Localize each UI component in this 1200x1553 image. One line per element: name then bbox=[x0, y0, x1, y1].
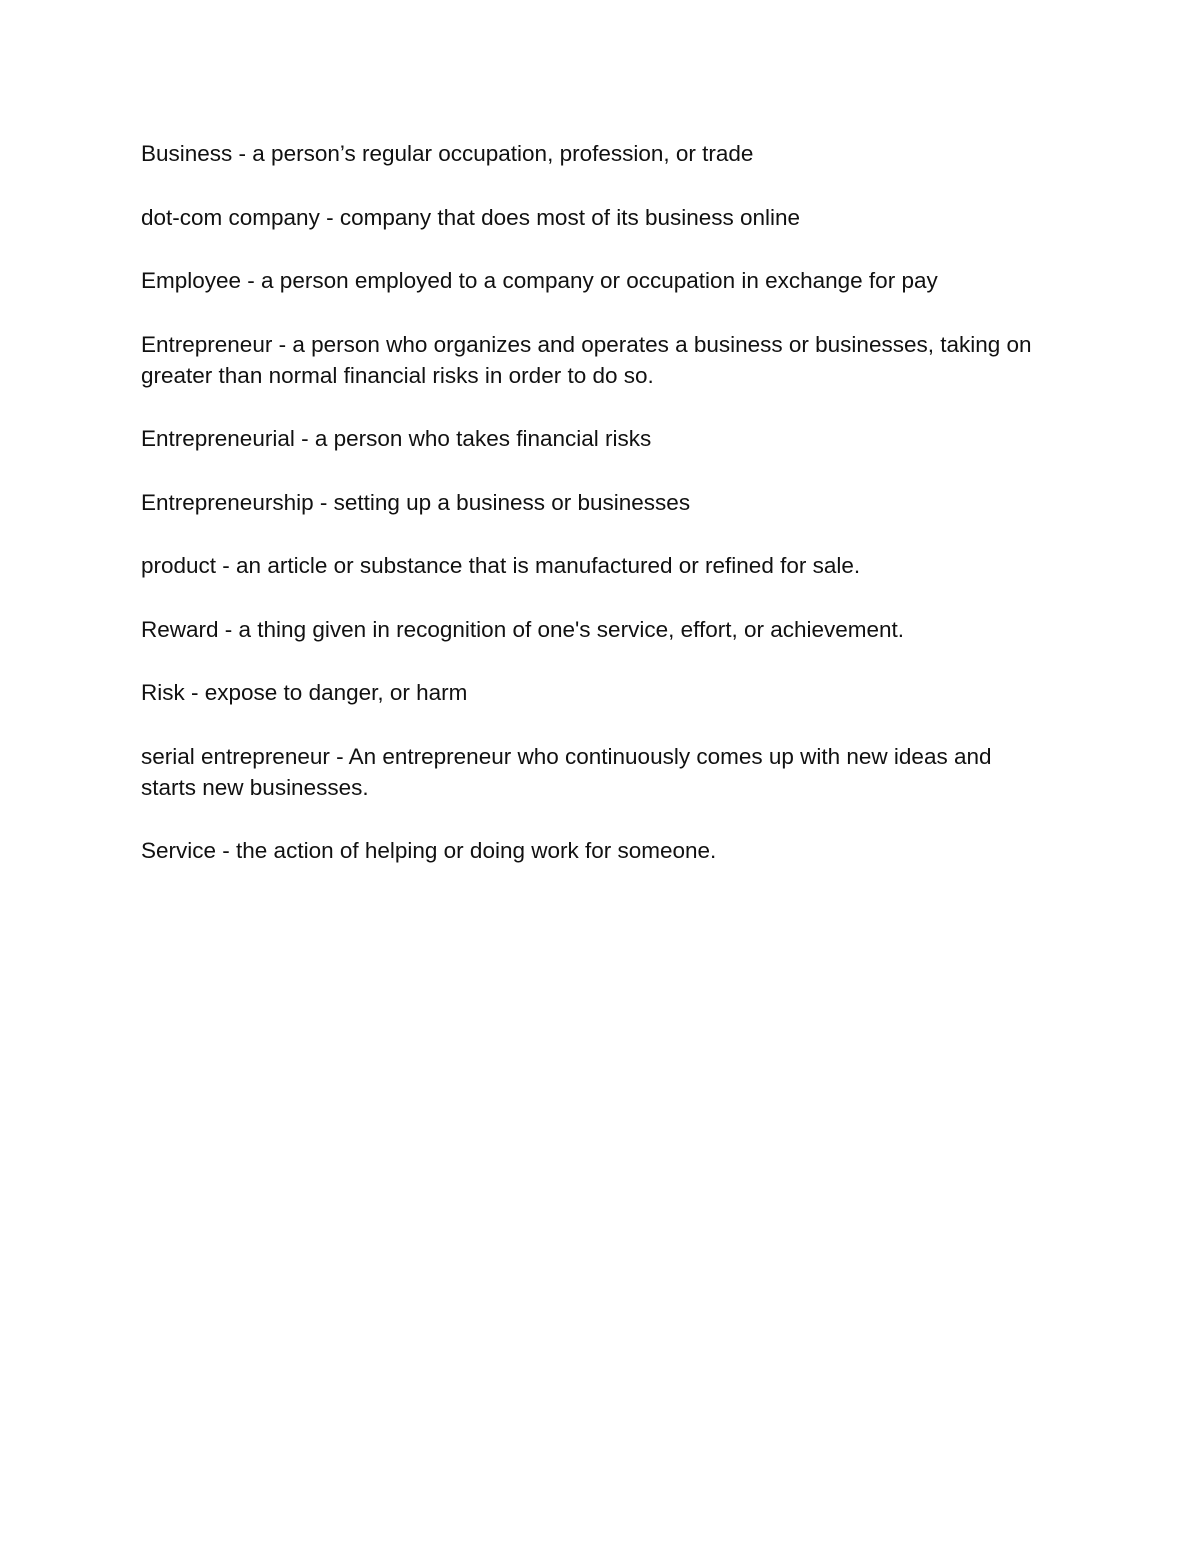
glossary-text: Entrepreneurial - a person who takes financial risks bbox=[141, 426, 652, 451]
glossary-text: Entrepreneur - a person who organizes and operates a business or businesses, taking on greater than normal financial risks in order to do so. bbox=[141, 331, 1032, 388]
glossary-text: Risk - expose to danger, or harm bbox=[141, 680, 468, 705]
glossary-entry-service bbox=[141, 835, 1041, 866]
glossary-entry-entrepreneur bbox=[141, 329, 1041, 391]
glossary-entry-employee bbox=[141, 265, 1041, 296]
glossary-entry-entrepreneurship bbox=[141, 487, 1041, 518]
glossary-text: product - an article or substance that is manufactured or refined for sale. bbox=[141, 553, 861, 578]
glossary-text: Employee - a person employed to a company or occupation in exchange for pay bbox=[141, 268, 938, 293]
glossary-entry-business bbox=[141, 138, 1041, 169]
glossary-entry-product bbox=[141, 550, 1041, 581]
glossary-text: Business - a person’s regular occupation, profession, or trade bbox=[141, 141, 754, 166]
glossary-entry-reward bbox=[141, 614, 1041, 645]
glossary-text: Service - the action of helping or doing work for someone. bbox=[141, 838, 717, 863]
glossary-list bbox=[141, 138, 1041, 899]
glossary-text: serial entrepreneur - An entrepreneur who continuously comes up with new ideas and starts new businesses. bbox=[141, 743, 992, 800]
glossary-text: Entrepreneurship - setting up a business or businesses bbox=[141, 489, 691, 515]
glossary-entry-risk bbox=[141, 677, 1041, 708]
glossary-entry-serial-entrepreneur bbox=[141, 741, 1041, 803]
glossary-text: dot-com company - company that does most of its business online bbox=[141, 204, 801, 230]
glossary-text: Reward - a thing given in recognition of one's service, effort, or achievement. bbox=[141, 616, 905, 642]
glossary-entry-dot-com-company bbox=[141, 202, 1041, 233]
glossary-entry-entrepreneurial bbox=[141, 423, 1041, 454]
